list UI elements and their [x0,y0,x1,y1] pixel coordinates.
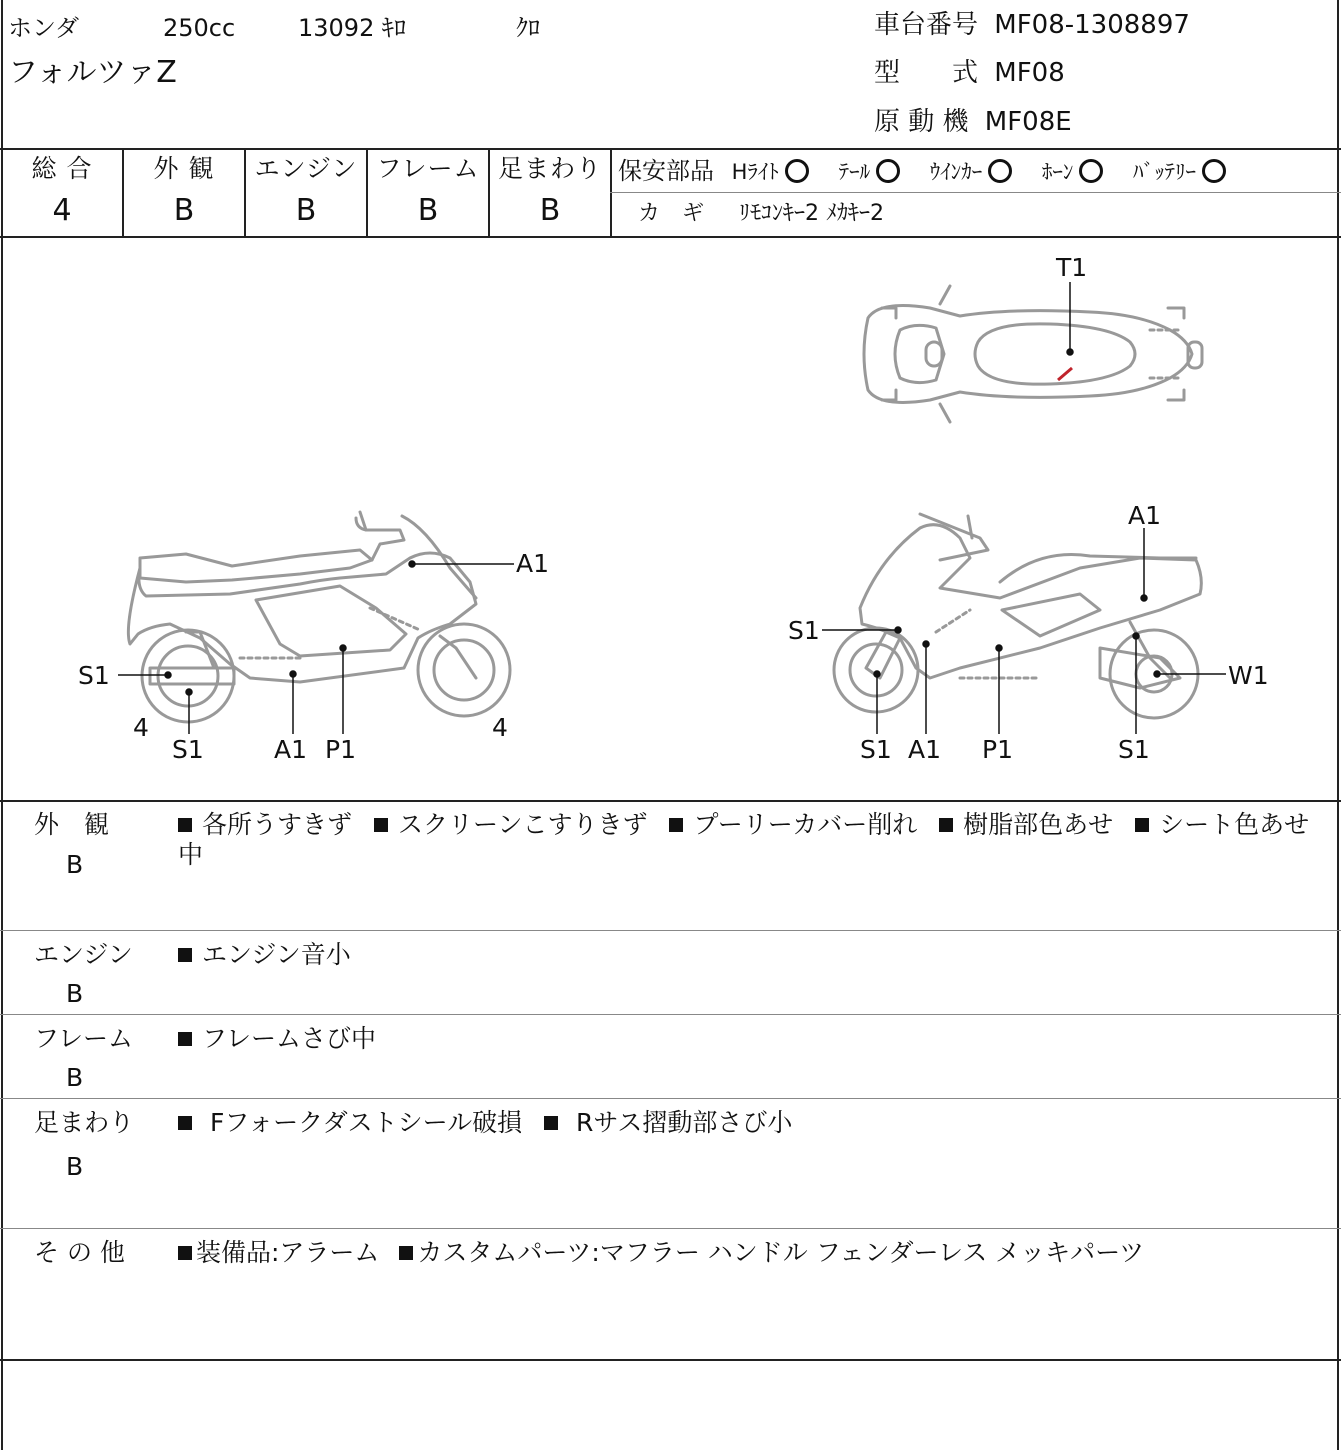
section-grade-engine: B [66,979,84,1008]
key-value: ﾘﾓｺﾝｷｰ2 ﾒｶｷｰ2 [739,201,885,226]
section-notes-other [178,1238,1144,1268]
grade-value: B [417,193,439,228]
section-notes-suspension [178,1108,806,1138]
mark-label: W1 [1228,661,1269,690]
section-label-other: そ の 他 [34,1238,125,1267]
mark-label: 4 [133,713,149,742]
damage-diagram [0,238,1341,800]
mark-label: S1 [860,735,892,764]
ok-circle-icon [876,159,900,183]
bullet-square-icon [178,1116,192,1130]
safety-item-horn: ﾎｰﾝ [1042,160,1104,184]
mark-label: A1 [1128,501,1162,530]
note-item: 装備品:アラーム [178,1238,379,1267]
bullet-square-icon [178,818,192,832]
model-type-label: 型 式 [874,58,979,88]
divider [0,1228,1341,1229]
model-type: MF08 [994,58,1065,88]
mark-label: P1 [982,735,1013,764]
safety-item-winker: ｳｲﾝｶｰ [930,160,1013,184]
grade-frame [368,150,488,236]
safety-parts-row [618,156,1226,187]
bullet-square-icon [178,1032,192,1046]
grade-engine [246,150,366,236]
mark-label: P1 [325,735,356,764]
mark-label: T1 [1056,253,1088,282]
engine-model: MF08E [984,107,1072,137]
bullet-square-icon [178,948,192,962]
grade-label: フレーム [376,154,480,183]
divider [0,930,1341,931]
model-name: フォルツァZ [8,55,177,90]
grade-label: 足まわり [497,154,602,183]
mark-label: A1 [274,735,308,764]
note-item: 各所うすきず [178,810,352,839]
key-label: カ ギ [638,201,705,226]
grade-label: 総 合 [31,154,93,183]
note-item: スクリーンこすりきず [374,810,648,839]
bullet-square-icon [939,818,953,832]
note-item: フレームさび中 [178,1024,376,1053]
key-row [638,200,884,228]
model-type-row [874,58,1065,88]
safety-parts-label: 保安部品 [618,157,714,185]
ok-circle-icon [1202,159,1226,183]
engine-model-row [874,107,1072,137]
grade-value: 4 [52,193,72,228]
grade-label: 外 観 [153,154,215,183]
section-grade-frame: B [66,1063,84,1092]
section-notes-frame [178,1024,390,1054]
divider [0,1098,1341,1099]
mark-label: A1 [908,735,942,764]
bullet-square-icon [669,818,683,832]
maker-name: ホンダ [8,14,80,42]
displacement: 250cc [163,14,236,42]
frame-number: MF08-1308897 [994,10,1190,40]
mark-label: S1 [78,661,110,690]
grade-value: B [173,193,195,228]
section-grade-suspension: B [66,1152,84,1181]
grade-exterior [124,150,244,236]
bullet-square-icon [1135,818,1149,832]
safety-item-battery: ﾊﾞｯﾃﾘｰ [1133,160,1226,184]
note-item: プーリーカバー削れ [669,810,917,839]
engine-model-label: 原 動 機 [874,107,969,137]
grade-value: B [295,193,317,228]
frame-number-label: 車台番号 [874,10,979,40]
ok-circle-icon [988,159,1012,183]
grade-label: エンジン [254,154,358,183]
grade-value: B [539,193,561,228]
note-item: 樹脂部色あせ [939,810,1113,839]
section-label-frame: フレーム [34,1024,134,1053]
ok-circle-icon [785,159,809,183]
bullet-square-icon [399,1246,413,1260]
section-label-engine: エンジン [34,940,133,969]
grade-overall [2,150,122,236]
frame-number-row [874,10,1190,40]
section-label-suspension: 足まわり [34,1108,135,1137]
section-label-exterior: 外 観 [34,810,110,839]
mileage: 13092 ｷﾛ [298,14,406,42]
mark-label: 4 [492,713,508,742]
scooter-right-view [834,514,1201,718]
section-notes-engine [178,940,365,970]
safety-item-headlight: Hﾗｲﾄ [732,160,809,184]
mark-label: S1 [1118,735,1150,764]
section-notes-exterior [178,810,1341,870]
bullet-square-icon [374,818,388,832]
section-grade-exterior: B [66,850,84,879]
divider [0,800,1341,802]
grade-suspension [490,150,610,236]
body-color: ｸﾛ [516,14,540,42]
bullet-square-icon [178,1246,192,1260]
mark-label: S1 [172,735,204,764]
mark-label: A1 [516,549,550,578]
note-item: エンジン音小 [178,940,351,969]
ok-circle-icon [1079,159,1103,183]
divider [0,1359,1341,1361]
bullet-square-icon [544,1116,558,1130]
note-item: カスタムパーツ:マフラー ハンドル フェンダーレス メッキパーツ [399,1238,1144,1267]
scooter-top-view [864,286,1202,422]
divider [610,192,1341,193]
safety-item-tail: ﾃｰﾙ [839,160,901,184]
divider [0,1014,1341,1015]
mark-label: S1 [788,616,820,645]
note-item: Fフォークダストシール破損 [178,1108,522,1137]
note-item: Rサス摺動部さび小 [544,1108,792,1137]
note-item: シート色あせ中 [178,810,1310,869]
